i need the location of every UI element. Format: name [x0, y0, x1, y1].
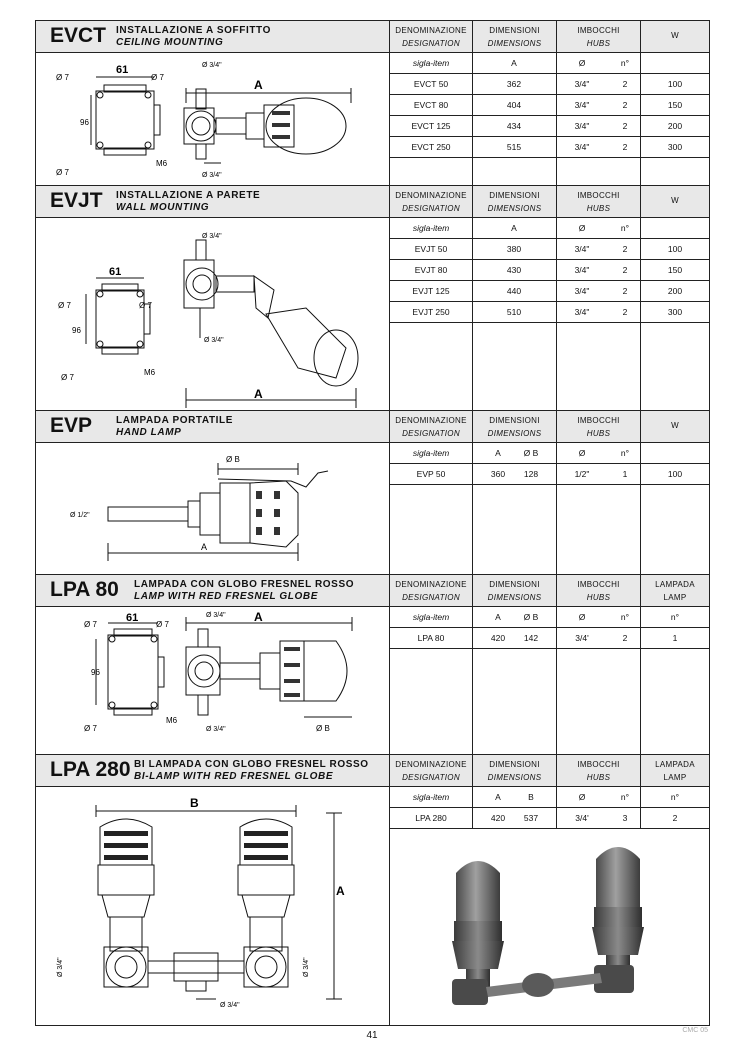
- table-row: EVJT 50 380 3/4" 2 100: [390, 239, 710, 260]
- svg-text:96: 96: [91, 668, 100, 677]
- header-designation: DENOMINAZIONE DESIGNATION: [389, 575, 472, 607]
- svg-text:A: A: [254, 387, 263, 401]
- section-evjt: [36, 186, 709, 411]
- drawing-evjt: [36, 218, 389, 410]
- svg-text:Ø 3/4": Ø 3/4": [57, 957, 64, 977]
- header-dimensions: DIMENSIONI DIMENSIONS: [472, 186, 556, 218]
- header-dimensions: DIMENSIONI DIMENSIONS: [472, 411, 556, 443]
- section-header: [36, 411, 709, 443]
- table-row: EVP 50 360 128 1/2" 1 100: [390, 464, 710, 485]
- svg-text:Ø 7: Ø 7: [151, 73, 164, 82]
- svg-text:Ø 7: Ø 7: [61, 373, 74, 382]
- svg-text:96: 96: [72, 326, 81, 335]
- svg-text:96: 96: [80, 118, 89, 127]
- header-hubs: IMBOCCHI HUBS: [556, 575, 640, 607]
- table-row: LPA 80 420 142 3/4' 2 1: [390, 628, 710, 649]
- header-dimensions: DIMENSIONI DIMENSIONS: [472, 21, 556, 53]
- table-row: EVCT 125 434 3/4" 2 200: [390, 116, 710, 137]
- title-english: CEILING MOUNTING: [116, 37, 224, 48]
- title-italian: INSTALLAZIONE A PARETE: [116, 190, 261, 201]
- section-header: [36, 21, 709, 53]
- svg-text:Ø 3/4": Ø 3/4": [206, 612, 226, 619]
- svg-text:Ø B: Ø B: [226, 455, 240, 464]
- spec-table-lpa80: [389, 607, 709, 754]
- svg-text:A: A: [254, 78, 263, 92]
- header-designation: DENOMINAZIONE DESIGNATION: [389, 755, 472, 787]
- product-code: EVJT: [50, 189, 103, 212]
- title-english: LAMP WITH RED FRESNEL GLOBE: [134, 591, 318, 602]
- table-subheader: sigla-item A B Ø n° n°: [390, 787, 710, 808]
- page-reference: CMC 05: [682, 1027, 708, 1034]
- svg-text:61: 61: [126, 612, 139, 624]
- spec-table-evp: [389, 443, 709, 574]
- svg-text:61: 61: [116, 64, 129, 76]
- header-designation: DENOMINAZIONE DESIGNATION: [389, 186, 472, 218]
- header-designation: DENOMINAZIONE DESIGNATION: [389, 21, 472, 53]
- product-code: EVP: [50, 414, 93, 437]
- title-italian: INSTALLAZIONE A SOFFITTO: [116, 25, 271, 36]
- table-row: LPA 280 420 537 3/4' 3 2: [390, 808, 710, 829]
- svg-text:Ø 3/4": Ø 3/4": [220, 1002, 240, 1009]
- svg-text:Ø 7: Ø 7: [84, 724, 97, 733]
- drawing-lpa80: [36, 607, 389, 754]
- svg-text:Ø 3/4": Ø 3/4": [206, 726, 226, 733]
- header-hubs: IMBOCCHI HUBS: [556, 186, 640, 218]
- section-lpa80: [36, 575, 709, 755]
- svg-text:Ø B: Ø B: [316, 724, 330, 733]
- svg-text:Ø 7: Ø 7: [156, 620, 169, 629]
- title-italian: LAMPADA CON GLOBO FRESNEL ROSSO: [134, 579, 355, 590]
- title-italian: LAMPADA PORTATILE: [116, 415, 234, 426]
- header-designation: DENOMINAZIONE DESIGNATION: [389, 411, 472, 443]
- title-english: HAND LAMP: [116, 427, 182, 438]
- drawing-lpa280: [36, 787, 389, 1025]
- section-header: [36, 755, 709, 787]
- header-lamp: LAMPADA LAMP: [640, 575, 709, 607]
- drawing-evct: [36, 53, 389, 185]
- svg-text:Ø 3/4": Ø 3/4": [204, 337, 224, 344]
- spec-table-evct: [389, 53, 709, 185]
- table-row: EVJT 125 440 3/4" 2 200: [390, 281, 710, 302]
- svg-text:B: B: [190, 796, 199, 810]
- svg-text:61: 61: [109, 266, 122, 278]
- svg-text:Ø 3/4": Ø 3/4": [303, 957, 310, 977]
- svg-text:A: A: [254, 610, 263, 624]
- product-code: LPA 280: [50, 758, 131, 781]
- svg-text:Ø 7: Ø 7: [84, 620, 97, 629]
- table-subheader: sigla-item A Ø B Ø n° n°: [390, 607, 710, 628]
- title-english: BI-LAMP WITH RED FRESNEL GLOBE: [134, 771, 334, 782]
- section-evp: [36, 411, 709, 575]
- header-dimensions: DIMENSIONI DIMENSIONS: [472, 755, 556, 787]
- section-header: [36, 575, 709, 607]
- svg-text:Ø 3/4": Ø 3/4": [202, 62, 222, 69]
- svg-text:Ø 7: Ø 7: [56, 168, 69, 177]
- table-row: EVCT 80 404 3/4" 2 150: [390, 95, 710, 116]
- spec-table-lpa280: [389, 787, 709, 1025]
- table-row: EVCT 50 362 3/4" 2 100: [390, 74, 710, 95]
- table-subheader: sigla-item A Ø n°: [390, 53, 710, 74]
- table-row: EVJT 250 510 3/4" 2 300: [390, 302, 710, 323]
- section-lpa280: [36, 755, 709, 1025]
- title-english: WALL MOUNTING: [116, 202, 210, 213]
- header-hubs: IMBOCCHI HUBS: [556, 755, 640, 787]
- product-photo: [390, 829, 710, 1025]
- catalog-page: [35, 20, 710, 1026]
- header-watt: W: [640, 411, 709, 443]
- table-subheader: sigla-item A Ø B Ø n°: [390, 443, 710, 464]
- svg-text:Ø 7: Ø 7: [56, 73, 69, 82]
- svg-text:Ø 3/4": Ø 3/4": [202, 172, 222, 179]
- header-hubs: IMBOCCHI HUBS: [556, 21, 640, 53]
- table-row: EVJT 80 430 3/4" 2 150: [390, 260, 710, 281]
- section-header: [36, 186, 709, 218]
- svg-text:A: A: [201, 542, 208, 552]
- title-italian: BI LAMPADA CON GLOBO FRESNEL ROSSO: [134, 759, 369, 770]
- svg-text:Ø 3/4": Ø 3/4": [202, 233, 222, 240]
- svg-text:Ø 7: Ø 7: [58, 301, 71, 310]
- header-watt: W: [640, 21, 709, 53]
- svg-text:M6: M6: [144, 368, 156, 377]
- header-dimensions: DIMENSIONI DIMENSIONS: [472, 575, 556, 607]
- page-number: 41: [366, 1030, 378, 1041]
- table-row: EVCT 250 515 3/4" 2 300: [390, 137, 710, 158]
- product-code: EVCT: [50, 24, 107, 47]
- header-hubs: IMBOCCHI HUBS: [556, 411, 640, 443]
- spec-table-evjt: [389, 218, 709, 410]
- svg-text:A: A: [336, 884, 345, 898]
- svg-text:Ø 7: Ø 7: [139, 301, 152, 310]
- section-evct: [36, 21, 709, 186]
- svg-text:Ø 1/2": Ø 1/2": [70, 512, 90, 519]
- product-code: LPA 80: [50, 578, 119, 601]
- header-watt: W: [640, 186, 709, 218]
- svg-text:M6: M6: [166, 716, 178, 725]
- header-lamp: LAMPADA LAMP: [640, 755, 709, 787]
- table-subheader: sigla-item A Ø n°: [390, 218, 710, 239]
- svg-text:M6: M6: [156, 159, 168, 168]
- drawing-evp: [36, 443, 389, 574]
